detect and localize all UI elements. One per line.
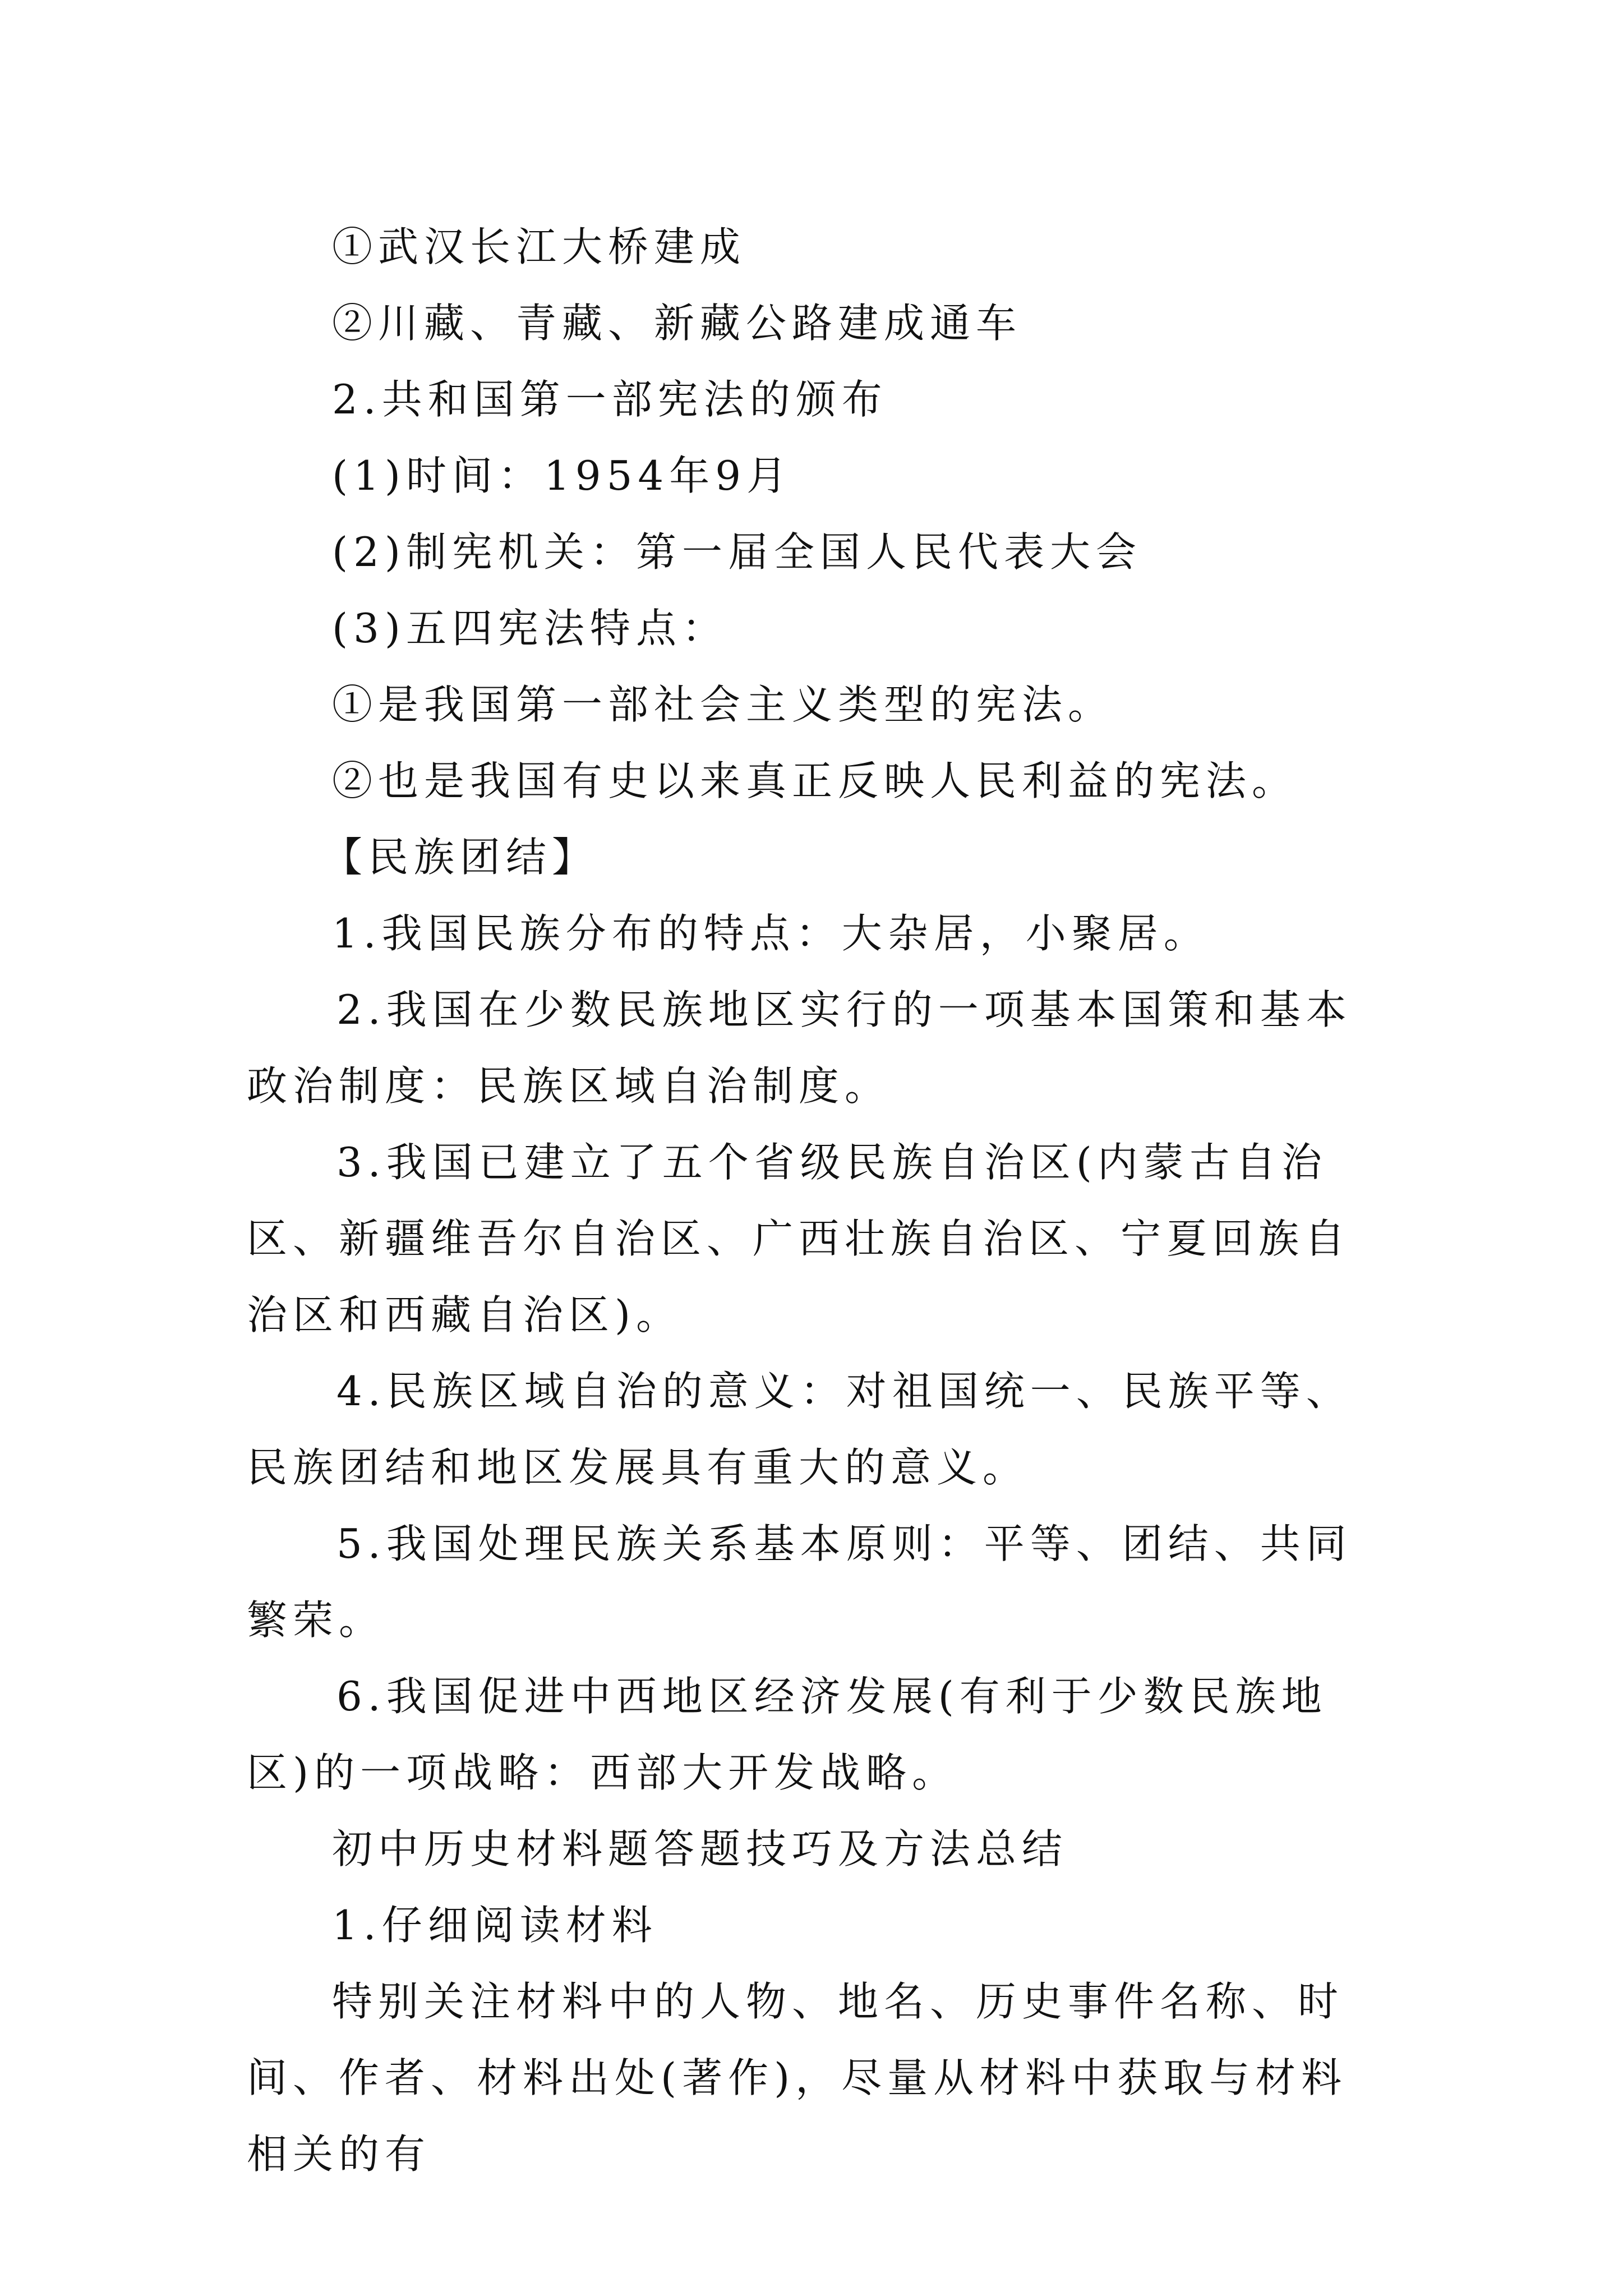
paragraph-western-development: 6.我国促进中西地区经济发展(有利于少数民族地区)的一项战略：西部大开发战略。 <box>247 1673 1327 1796</box>
paragraph-constitution-heading: 2.共和国第一部宪法的颁布 <box>332 376 888 423</box>
paragraph-constitution-body: (2)制宪机关：第一届全国人民代表大会 <box>332 528 1142 576</box>
paragraph-feature-2: ②也是我国有史以来真正反映人民利益的宪法。 <box>332 757 1298 804</box>
paragraph-autonomous-regions: 3.我国已建立了五个省级民族自治区(内蒙古自治区、新疆维吾尔自治区、广西壮族自治区、宁夏回族自治区和西藏自治区)。 <box>247 1139 1351 1338</box>
section-heading-ethnic-unity: 【民族团结】 <box>322 834 598 881</box>
paragraph-constitution-time: (1)时间：1954年9月 <box>332 452 793 499</box>
paragraph-feature-1: ①是我国第一部社会主义类型的宪法。 <box>332 681 1114 728</box>
paragraph-material-focus: 特别关注材料中的人物、地名、历史事件名称、时间、作者、材料出处(著作)，尽量从材料中获取与材料相关的有 <box>247 1978 1348 2178</box>
paragraph-ethnic-distribution: 1.我国民族分布的特点：大杂居，小聚居。 <box>332 910 1210 957</box>
paragraph-ethnic-principles: 5.我国处理民族关系基本原则：平等、团结、共同繁荣。 <box>247 1520 1352 1644</box>
paragraph-constitution-features: (3)五四宪法特点： <box>332 605 728 652</box>
document-body <box>247 209 1380 2192</box>
paragraph-read-material: 1.仔细阅读材料 <box>332 1902 658 1949</box>
paragraph-exam-tips-title: 初中历史材料题答题技巧及方法总结 <box>332 1825 1068 1872</box>
paragraph-regional-autonomy: 2.我国在少数民族地区实行的一项基本国策和基本政治制度：民族区域自治制度。 <box>247 986 1352 1110</box>
paragraph-highways: ②川藏、青藏、新藏公路建成通车 <box>332 300 1022 347</box>
paragraph-autonomy-significance: 4.民族区域自治的意义：对祖国统一、民族平等、民族团结和地区发展具有重大的意义。 <box>247 1368 1352 1491</box>
paragraph-bridge: ①武汉长江大桥建成 <box>332 223 746 270</box>
